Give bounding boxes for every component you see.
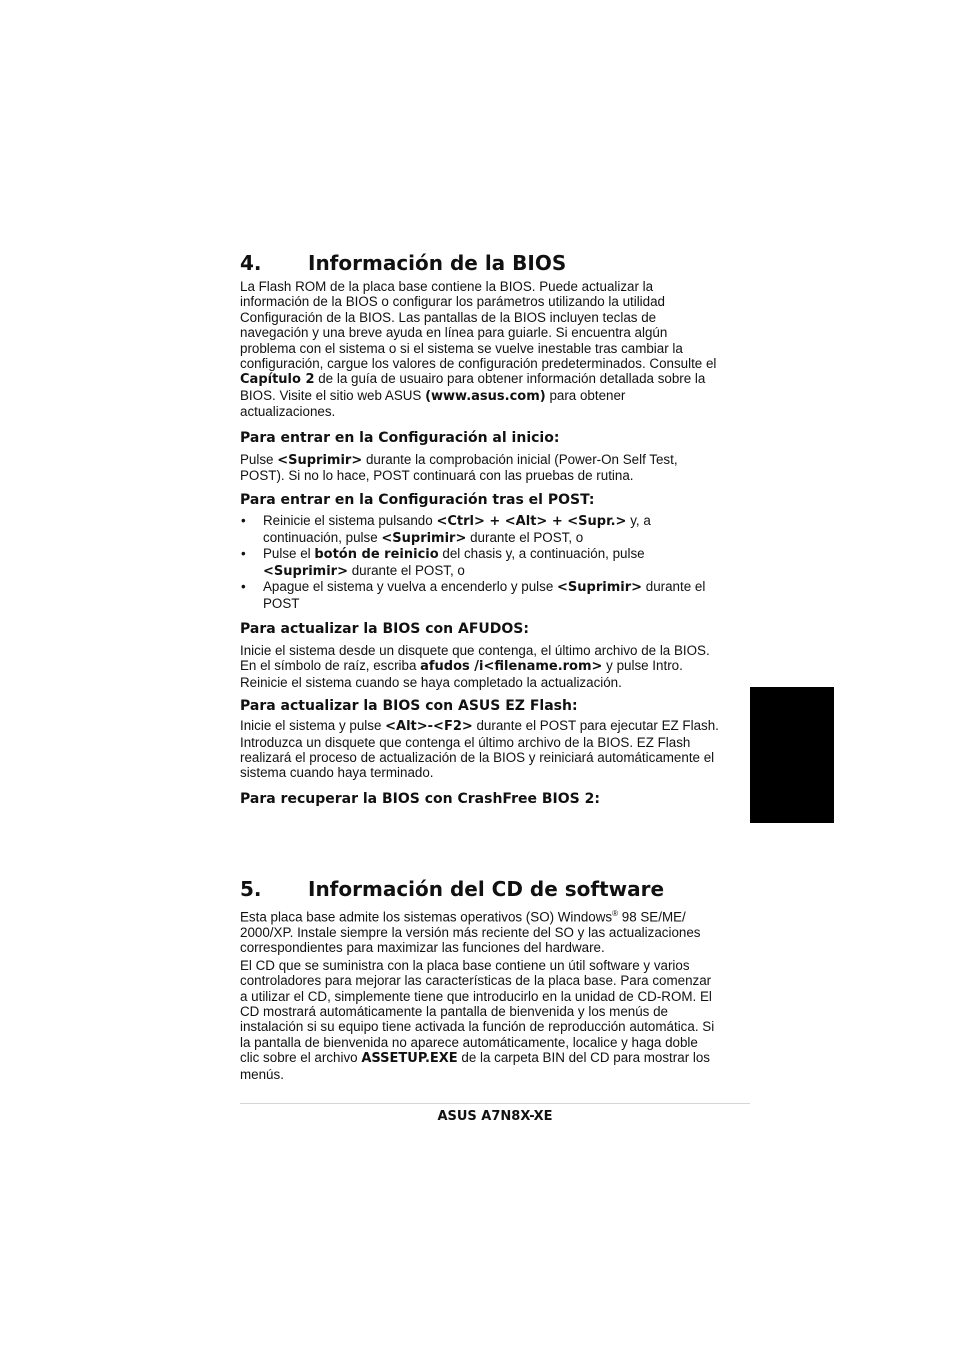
reset-button-term: botón de reinicio (314, 547, 439, 563)
heading-enter-setup-post: Para entrar en la Configuración tras el POST: (240, 492, 595, 509)
ez-flash-paragraph (240, 718, 720, 781)
os-text: Esta placa base admite los sistemas operativos (SO) Windows (240, 909, 613, 925)
bullet-text: durante el POST (263, 579, 706, 611)
bullet-text: durante el POST, o (348, 562, 465, 578)
section-5-heading (240, 877, 720, 901)
suprimir-key: <Suprimir> (381, 530, 467, 546)
heading-ez-flash: Para actualizar la BIOS con ASUS EZ Flash: (240, 698, 578, 715)
section-4 (240, 251, 720, 807)
boot-paragraph (240, 452, 720, 484)
chapter-reference: Capítulo 2 (240, 372, 315, 388)
suprimir-key: <Suprimir> (557, 580, 643, 596)
boot-text: Pulse (240, 451, 278, 467)
bullet-text: durante el POST, o (466, 529, 584, 545)
ctrl-alt-supr-keys: <Ctrl> + <Alt> + <Supr.> (436, 514, 627, 530)
afudos-text: Inicie el sistema desde un disquete que contenga, el último archivo de la BIOS. En el símbolo de raíz, escriba (240, 642, 710, 674)
ez-text: Inicie el sistema y pulse (240, 718, 386, 734)
ez-text-2: durante el POST para ejecutar EZ Flash. Introduzca un disquete que contenga el último archivo de la BIOS. EZ Flash realizará el proceso de actualización de la BIOS y reiniciará automáticamente el sistema cuando haya terminado. (240, 718, 719, 781)
heading-enter-setup-boot: Para entrar en la Configuración al inicio: (240, 429, 560, 446)
cd-text: El CD que se suministra con la placa base contiene un útil software y varios controladores para mejorar las características de la placa base. Para comenzar a utilizar el CD, simplemente tiene que introducirlo en la unidad de CD-ROM. El CD mostrará automáticamente la pantalla de bienvenida y los menús de instalación si su equipo tiene activada la función de reproducción automática. Si la pantalla de bienvenida no aparece automáticamente, localice y haga doble clic sobre el archivo (240, 957, 715, 1066)
cd-paragraph (240, 958, 720, 1082)
os-text-2: 98 SE/ME/ 2000/XP. Instale siempre la versión más reciente del SO y las actualizaciones correspondientes para maximizar las funciones del hardware. (240, 909, 701, 956)
section-5-number: 5. (240, 877, 262, 901)
section-4-title: Información de la BIOS (308, 251, 567, 275)
bullet-text: Apague el sistema y vuelva a encenderlo y pulse (263, 579, 558, 595)
language-thumb-tab (750, 687, 834, 823)
list-item (240, 513, 720, 546)
section-5 (240, 877, 720, 1082)
bullet-text: Reinicie el sistema pulsando (263, 513, 437, 529)
bios-intro-text-2: de la guía de usuairo para obtener información detallada sobre la BIOS. Visite el sitio web ASUS (240, 371, 706, 403)
list-item (240, 546, 720, 579)
list-item (240, 579, 720, 611)
suprimir-key: <Suprimir> (277, 452, 363, 468)
alt-f2-keys: <Alt>-<F2> (385, 719, 473, 735)
footer-divider (240, 1103, 750, 1104)
afudos-text-2: y pulse Intro. Reinicie el sistema cuando se haya completado la actualización. (240, 658, 683, 690)
bios-intro-text: La Flash ROM de la placa base contiene la BIOS. Puede actualizar la información de la BIOS o configurar los parámetros utilizando la utilidad Configuración de la BIOS. Las pantallas de la BIOS incluyen teclas de navegación y una breve ayuda en línea para guiarle. Si encuentra algún problema con el sistema o si el sistema se vuelve inestable tras cambiar la configuración, cargue los valores de configuración predeterminados. Consulte el (240, 279, 717, 372)
bullet-text: del chasis y, a continuación, pulse (438, 546, 645, 562)
asus-website: (www.asus.com) (425, 388, 546, 404)
bullet-text: y, a continuación, pulse (263, 513, 651, 545)
os-support-paragraph (240, 906, 720, 956)
bullet-text: Pulse el (263, 546, 315, 562)
afudos-paragraph (240, 643, 720, 690)
afudos-command: afudos /i<filename.rom> (420, 659, 603, 675)
registered-mark: ® (612, 909, 619, 918)
bios-intro-paragraph (240, 279, 720, 420)
section-4-heading (240, 251, 720, 275)
cd-text-2: de la carpeta BIN del CD para mostrar los menús. (240, 1050, 710, 1082)
heading-crashfree: Para recuperar la BIOS con CrashFree BIOS 2: (240, 790, 600, 807)
section-4-number: 4. (240, 251, 262, 275)
boot-text-2: durante la comprobación inicial (Power-On Self Test, POST). Si no lo hace, POST continuará con las pruebas de rutina. (240, 451, 678, 484)
suprimir-key: <Suprimir> (263, 563, 348, 579)
heading-afudos: Para actualizar la BIOS con AFUDOS: (240, 620, 529, 637)
footer-product-name: ASUS A7N8X-XE (437, 1109, 553, 1124)
assetup-filename: ASSETUP.EXE (361, 1051, 458, 1067)
post-bullet-list (240, 513, 720, 610)
bios-intro-text-3: para obtener actualizaciones. (240, 387, 626, 420)
section-5-title: Información del CD de software (308, 877, 665, 901)
